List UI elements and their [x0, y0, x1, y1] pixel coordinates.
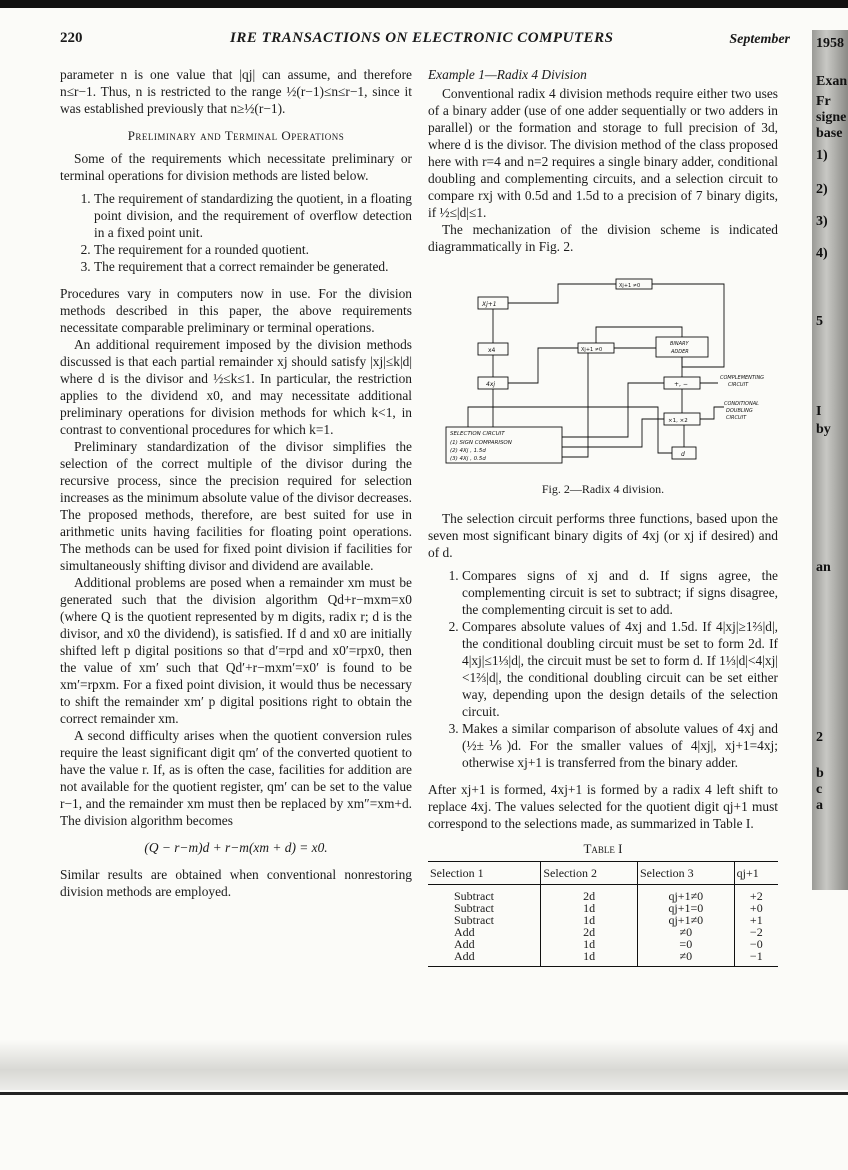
example-heading: Example 1—Radix 4 Division: [428, 67, 587, 82]
table-cell: ≠0: [638, 926, 735, 938]
margin-fragment: 3): [816, 214, 828, 229]
table-cell: +2: [734, 885, 778, 903]
fig-label: DOUBLING: [726, 408, 753, 414]
table-cell: +0: [734, 902, 778, 914]
list-item: 3. The requirement that a correct remainder be generated.: [94, 258, 412, 275]
table-cell: 2d: [541, 885, 638, 903]
fig-label: (3) 4Xj , 0.5d: [450, 456, 486, 462]
problems-paragraph: Additional problems are posed when a remainder xm must be generated such that the division algorithm Qd+r−mxm=x0 (where Q is the quotient represented by m digits, radix r; d is the divisor, and x0 the dividend), is satisfied. If d and x0 are initially shifted left p digital positions so that d′=rpd and x0′=rpx0, then the value of xm′ such that Qd′+r−mxm′=x0′ is found to be xm′=rpxm. For a fixed point division, it would thus be necessary to shift the remainder xm′ p digital positions right to obtain the correct remainder xm.: [60, 575, 412, 726]
similar-results-paragraph: Similar results are obtained when conventional nonrestoring division methods are employed.: [60, 867, 412, 899]
margin-fragment: c: [816, 782, 823, 797]
table-cell: +1: [734, 914, 778, 926]
mechanization-paragraph: The mechanization of the division scheme is indicated diagrammatically in Fig. 2.: [428, 222, 778, 254]
table-cell: qj+1≠0: [638, 914, 735, 926]
table-cell: =0: [638, 938, 735, 950]
margin-fragment: 5: [816, 314, 823, 329]
table-cell: 1d: [541, 950, 638, 967]
table-header: Selection 1: [428, 862, 541, 885]
fig-label: d: [681, 451, 685, 458]
connector-line: [508, 348, 578, 383]
margin-fragment: by: [816, 422, 831, 437]
margin-fragment: 2: [816, 730, 823, 745]
table-cell: Subtract: [454, 913, 494, 927]
functions-list: [428, 567, 778, 771]
additional-requirement-paragraph: An additional requirement imposed by the division methods discussed is that each partial remainder xj should satisfy |xj|≤k|d| where d is the divisor and ½≤k≤1. In particular, the restriction applies to the dividend x0, and may necessitate additional preliminary operations for division methods for which k<1, in contrast to conventional procedures for which k=1.: [60, 337, 412, 437]
connector-line: [468, 407, 672, 453]
page-number: 220: [60, 30, 83, 46]
margin-fragment: Exan: [816, 74, 848, 89]
margin-fragment: I: [816, 404, 822, 419]
figure-caption: Fig. 2—Radix 4 division.: [541, 482, 665, 496]
table-row: [428, 885, 778, 903]
list-item: 2. The requirement for a rounded quotient.: [94, 241, 412, 258]
fig-label: BINARY: [670, 341, 689, 347]
block-diagram: [428, 267, 778, 477]
table-row: [428, 950, 778, 967]
connector-line: [508, 284, 616, 303]
table-cell: 2d: [541, 926, 638, 938]
list-item: 1. The requirement of standardizing the quotient, in a floating point division, and the requirement of overflow detection in a fixed point unit.: [94, 190, 412, 241]
section-heading: Preliminary and Terminal Operations: [127, 128, 345, 143]
requirements-list: [60, 190, 412, 275]
intro-paragraph: parameter n is one value that |qj| can assume, and therefore n≤r−1. Thus, n is restricted to the range ½(r−1)≤n≤r−1, since it was established previously that n≥½(r−1).: [60, 67, 412, 116]
margin-fragment: a: [816, 798, 823, 813]
second-difficulty-paragraph: A second difficulty arises when the quotient conversion rules require the least significant digit qm′ of the converted quotient to have the value r. If, as is often the case, facilities for addition are not available for the quotient register, qm′ can be set to the value r−1, and the remainder xm must then be replaced by xm″=xm+d. The division algorithm becomes: [60, 728, 412, 828]
margin-fragment: 1): [816, 148, 828, 163]
table-title: Table I: [583, 841, 623, 856]
list-item: 3. Makes a similar comparison of absolute values of 4xj and (½±⅙)d. For the smaller values of 4|xj|, xj+1=4xj; otherwise xj+1 is transferred from the binary adder.: [462, 720, 778, 771]
page-header: [60, 30, 790, 54]
page-bottom-edge: [0, 1092, 848, 1095]
table-cell: ≠0: [638, 950, 735, 967]
fig-label: 4xj: [486, 381, 496, 388]
table-cell: 1d: [541, 938, 638, 950]
margin-fragment: base: [816, 126, 843, 141]
table-cell: qj+1=0: [638, 902, 735, 914]
fig-label: ADDER: [671, 349, 689, 355]
right-column: [428, 66, 778, 967]
fig-label: CONDITIONAL: [724, 401, 759, 407]
figure-2: [428, 267, 778, 477]
table-cell: Add: [454, 937, 475, 951]
fig-label: SELECTION CIRCUIT: [450, 431, 505, 437]
fig-label: x4: [488, 347, 496, 354]
table-cell: −1: [734, 950, 778, 967]
table-row: [428, 938, 778, 950]
table-header: Selection 3: [638, 862, 735, 885]
table-cell: 1d: [541, 914, 638, 926]
fig-label: Xj+1 ≠0: [581, 347, 603, 353]
list-item: 2. Compares absolute values of 4xj and 1.5d. If 4|xj|≥1⅔|d|, the conditional doubling circuit must be set to form 2d. If 4|xj|≤1⅓|d|, the circuit must be set to form d. If 1⅓|d|<4|xj|<1⅔|d|, the conditional doubling circuit can be set either way, depending upon the design details of the selection circuit.: [462, 618, 778, 720]
fig-label: CIRCUIT: [728, 382, 749, 388]
table-cell: −2: [734, 926, 778, 938]
margin-fragment: signe: [816, 110, 847, 125]
requirements-intro: Some of the requirements which necessitate preliminary or terminal operations for division methods are listed below.: [60, 151, 412, 183]
journal-title: IRE TRANSACTIONS ON ELECTRONIC COMPUTERS: [230, 30, 614, 46]
table-header: Selection 2: [541, 862, 638, 885]
table-header: qj+1: [734, 862, 778, 885]
connector-line: [562, 419, 664, 447]
margin-fragment: an: [816, 560, 831, 575]
table-row: [428, 914, 778, 926]
left-column: [60, 66, 412, 900]
fig-label: (2) 4Xj , 1.5d: [450, 448, 486, 454]
fig-label: COMPLEMENTING: [720, 375, 765, 381]
table-cell: Subtract: [454, 901, 494, 915]
top-edge: [0, 0, 848, 8]
table-cell: Add: [454, 925, 475, 939]
fig-label: (1) SIGN COMPARISON: [450, 440, 512, 446]
connector-line: [700, 407, 724, 419]
fig-label: Xj+1: [482, 301, 497, 308]
margin-fragment: 4): [816, 246, 828, 261]
fig-label: +, −: [674, 381, 688, 388]
table-cell: 1d: [541, 902, 638, 914]
table-cell: qj+1≠0: [638, 885, 735, 903]
division-equation: (Q − r−m)d + r−m(xm + d) = x0.: [144, 840, 328, 855]
selection-paragraph: The selection circuit performs three functions, based upon the seven most significant binary digits of 4xj (or xj if desired) and of d.: [428, 511, 778, 560]
fig-label: CIRCUIT: [726, 415, 747, 421]
standardization-paragraph: Preliminary standardization of the divisor simplifies the selection of the correct multiple of the divisor during the recursive process, since the precision required for selection increases as the minimum absolute value of the divisor decreases. The proposed methods, therefore, are best suited for use in arithmetic units having facilities for floating point operations. The methods can be used for fixed point division if facilities for simultaneously shifting divisor and dividend are available.: [60, 439, 412, 573]
issue-month: September: [729, 32, 790, 47]
table-cell: Add: [428, 950, 541, 967]
margin-fragment: Fr: [816, 94, 831, 109]
procedures-paragraph: Procedures vary in computers now in use. For the division methods described in this paper, the above requirements necessitate comparable preliminary or terminal operations.: [60, 286, 412, 335]
connector-line: [562, 353, 588, 457]
page-bottom-shadow: [0, 1040, 848, 1090]
fig-label: ×1, ×2: [668, 418, 688, 424]
fig-label: Xj+1 ≠0: [619, 283, 641, 289]
table-cell: Subtract: [454, 889, 494, 903]
margin-fragment: 2): [816, 182, 828, 197]
margin-fragment: b: [816, 766, 824, 781]
after-paragraph: After xj+1 is formed, 4xj+1 is formed by a radix 4 left shift to replace 4xj. The values selected for the quotient digit qj+1 must correspond to the selections made, as summarized in Table I.: [428, 782, 778, 831]
table-row: [428, 926, 778, 938]
list-item: 1. Compares signs of xj and d. If signs agree, the complementing circuit is set to subtract; if signs disagree, the complementing circuit is set to add.: [462, 567, 778, 618]
table-cell: −0: [734, 938, 778, 950]
margin-fragment: 1958: [816, 36, 844, 51]
conventional-paragraph: Conventional radix 4 division methods require either two uses of a binary adder (use of one adder sequentially or two adders in parallel) or the formation and storage to full precision of 3d, where d is the divisor. The division method of the class proposed here with r=4 and n=2 requires a single binary adder, conditional doubling and complementing circuits, and a selection circuit to compare rxj with 0.5d and 1.5d to a precision of 7 binary digits, if ½≤|d|≤1.: [428, 86, 778, 220]
adjacent-page-edge: [812, 30, 848, 890]
table-1: [428, 861, 778, 967]
connector-line: [562, 383, 664, 437]
